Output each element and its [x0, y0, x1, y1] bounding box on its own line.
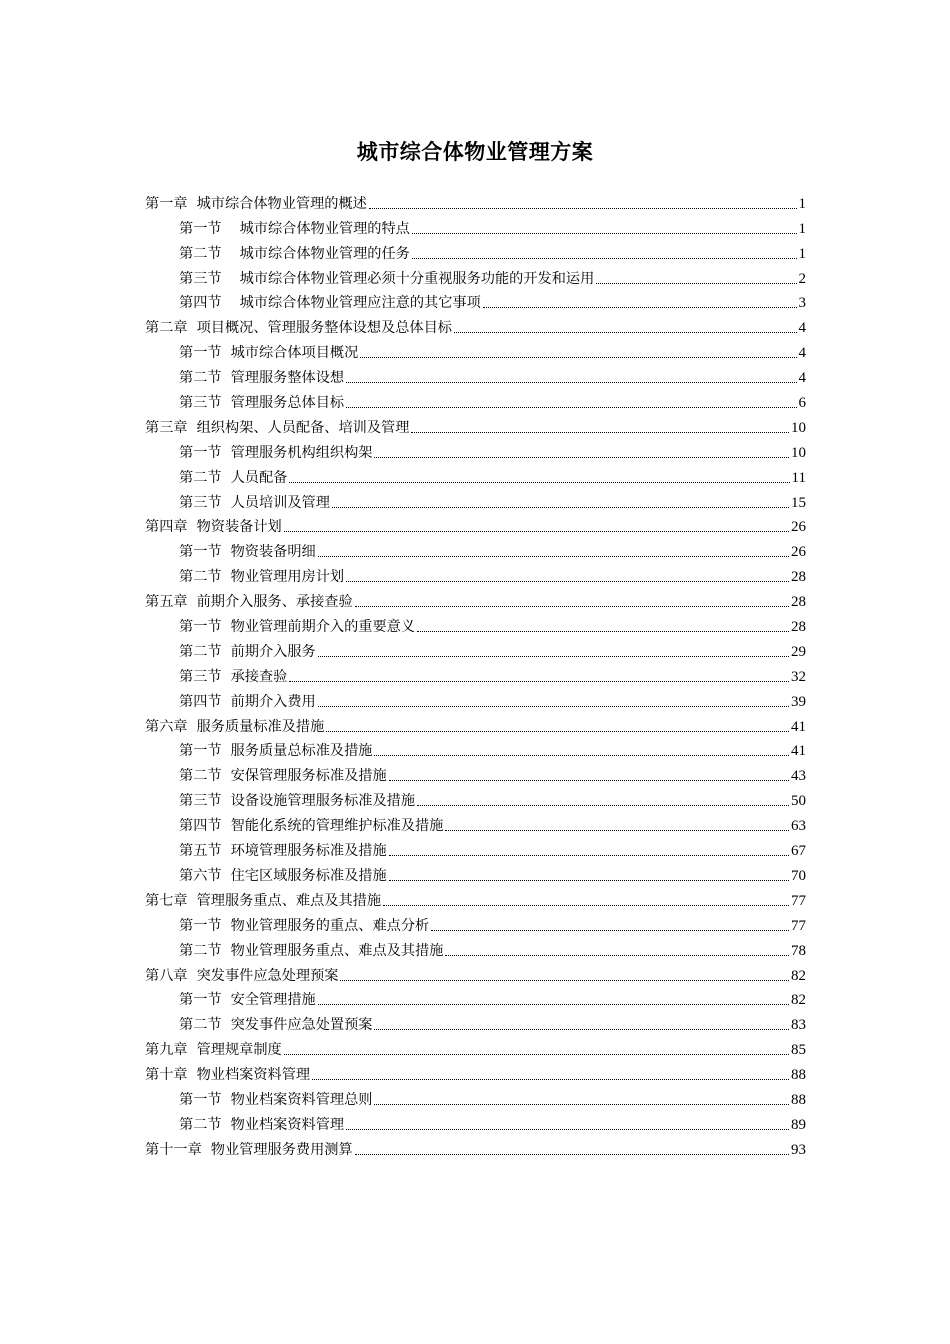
toc-section-entry[interactable]	[145, 462, 806, 487]
toc-page-number: 1	[798, 245, 806, 262]
toc-chapter-entry[interactable]	[145, 711, 806, 736]
toc-dot-leader	[374, 1029, 789, 1030]
toc-section-entry[interactable]	[145, 910, 806, 935]
toc-entry-label: 第二节 物业管理服务重点、难点及其措施	[179, 942, 444, 959]
toc-entry-label: 第五章 前期介入服务、承接查验	[145, 594, 353, 611]
toc-dot-leader	[346, 382, 796, 383]
toc-entry-label: 第三节 承接查验	[179, 668, 288, 685]
toc-section-entry[interactable]	[145, 1009, 806, 1034]
toc-section-entry[interactable]	[145, 810, 806, 835]
toc-page-number: 32	[791, 668, 806, 685]
toc-dot-leader	[389, 880, 789, 881]
toc-entry-label: 第三节 城市综合体物业管理必须十分重视服务功能的开发和运用	[179, 270, 595, 287]
toc-page-number: 10	[791, 419, 806, 436]
toc-dot-leader	[312, 1079, 789, 1080]
toc-dot-leader	[289, 482, 789, 483]
toc-entry-label: 第九章 管理规章制度	[145, 1042, 282, 1059]
toc-section-entry[interactable]	[145, 487, 806, 512]
toc-page-number: 89	[791, 1116, 806, 1133]
toc-dot-leader	[289, 681, 789, 682]
toc-page-number: 77	[791, 892, 806, 909]
toc-section-entry[interactable]	[145, 561, 806, 586]
toc-dot-leader	[284, 531, 789, 532]
toc-entry-label: 第一节 管理服务机构组织构架	[179, 444, 373, 461]
toc-page-number: 3	[798, 295, 806, 312]
toc-page-number: 1	[798, 220, 806, 237]
toc-dot-leader	[411, 432, 789, 433]
toc-entry-label: 第六节 住宅区域服务标准及措施	[179, 867, 387, 884]
toc-dot-leader	[454, 332, 797, 333]
toc-entry-label: 第二节 人员配备	[179, 469, 288, 486]
toc-entry-label: 第一节 物业档案资料管理总则	[179, 1091, 373, 1108]
toc-section-entry[interactable]	[145, 860, 806, 885]
toc-page-number: 1	[798, 195, 806, 212]
toc-dot-leader	[355, 606, 789, 607]
toc-page-number: 41	[791, 718, 806, 735]
toc-dot-leader	[431, 930, 789, 931]
toc-dot-leader	[417, 805, 789, 806]
toc-dot-leader	[417, 631, 789, 632]
toc-dot-leader	[326, 731, 789, 732]
toc-page-number: 70	[791, 867, 806, 884]
toc-dot-leader	[369, 208, 797, 209]
toc-section-entry[interactable]	[145, 935, 806, 960]
toc-chapter-entry[interactable]	[145, 960, 806, 985]
toc-entry-label: 第三节 管理服务总体目标	[179, 395, 345, 412]
toc-section-entry[interactable]	[145, 661, 806, 686]
toc-section-entry[interactable]	[145, 213, 806, 238]
toc-dot-leader	[445, 830, 789, 831]
toc-dot-leader	[346, 581, 789, 582]
toc-dot-leader	[340, 980, 789, 981]
toc-dot-leader	[383, 905, 789, 906]
toc-page-number: 39	[791, 693, 806, 710]
toc-dot-leader	[346, 407, 796, 408]
toc-entry-label: 第四节 城市综合体物业管理应注意的其它事项	[179, 295, 481, 312]
toc-section-entry[interactable]	[145, 337, 806, 362]
toc-dot-leader	[389, 780, 789, 781]
toc-dot-leader	[596, 283, 796, 284]
toc-chapter-entry[interactable]	[145, 1034, 806, 1059]
toc-page-number: 78	[791, 942, 806, 959]
toc-page-number: 26	[791, 544, 806, 561]
toc-page-number: 6	[798, 395, 806, 412]
toc-dot-leader	[483, 307, 797, 308]
toc-page-number: 10	[791, 444, 806, 461]
toc-page-number: 4	[798, 320, 806, 337]
toc-entry-label: 第一节 安全管理措施	[179, 992, 316, 1009]
toc-page-number: 85	[791, 1042, 806, 1059]
toc-entry-label: 第一章 城市综合体物业管理的概述	[145, 195, 367, 212]
toc-entry-label: 第四节 智能化系统的管理维护标准及措施	[179, 818, 444, 835]
toc-page-number: 28	[791, 619, 806, 636]
toc-page-number: 15	[791, 494, 806, 511]
toc-dot-leader	[355, 1154, 789, 1155]
toc-entry-label: 第二章 项目概况、管理服务整体设想及总体目标	[145, 320, 452, 337]
toc-entry-label: 第一节 物资装备明细	[179, 544, 316, 561]
toc-page-number: 67	[791, 843, 806, 860]
toc-section-entry[interactable]	[145, 536, 806, 561]
toc-chapter-entry[interactable]	[145, 1134, 806, 1159]
toc-section-entry[interactable]	[145, 437, 806, 462]
toc-page-number: 4	[798, 370, 806, 387]
toc-section-entry[interactable]	[145, 1109, 806, 1134]
toc-entry-label: 第十章 物业档案资料管理	[145, 1067, 311, 1084]
toc-section-entry[interactable]	[145, 636, 806, 661]
toc-page-number: 88	[791, 1091, 806, 1108]
toc-page-number: 50	[791, 793, 806, 810]
toc-page-number: 82	[791, 967, 806, 984]
toc-page-number: 88	[791, 1067, 806, 1084]
toc-entry-label: 第二节 管理服务整体设想	[179, 370, 345, 387]
toc-chapter-entry[interactable]	[145, 1059, 806, 1084]
toc-page-number: 26	[791, 519, 806, 536]
toc-section-entry[interactable]	[145, 611, 806, 636]
toc-section-entry[interactable]	[145, 288, 806, 313]
toc-dot-leader	[360, 357, 796, 358]
toc-page-number: 4	[798, 345, 806, 362]
toc-dot-leader	[346, 1129, 789, 1130]
toc-page-number: 83	[791, 1017, 806, 1034]
toc-chapter-entry[interactable]	[145, 512, 806, 537]
toc-entry-label: 第五节 环境管理服务标准及措施	[179, 843, 387, 860]
toc-entry-label: 第二节 安保管理服务标准及措施	[179, 768, 387, 785]
toc-page-number: 93	[791, 1141, 806, 1158]
toc-entry-label: 第一节 物业管理前期介入的重要意义	[179, 619, 416, 636]
toc-page-number: 63	[791, 818, 806, 835]
toc-chapter-entry[interactable]	[145, 312, 806, 337]
toc-chapter-entry[interactable]	[145, 412, 806, 437]
toc-page-number: 11	[791, 469, 806, 486]
toc-dot-leader	[374, 1104, 789, 1105]
toc-entry-label: 第三节 设备设施管理服务标准及措施	[179, 793, 416, 810]
toc-section-entry[interactable]	[145, 362, 806, 387]
toc-section-entry[interactable]	[145, 760, 806, 785]
toc-entry-label: 第一节 城市综合体项目概况	[179, 345, 359, 362]
toc-page-number: 2	[798, 270, 806, 287]
toc-entry-label: 第四章 物资装备计划	[145, 519, 282, 536]
toc-dot-leader	[412, 233, 797, 234]
toc-entry-label: 第二节 突发事件应急处置预案	[179, 1017, 373, 1034]
toc-entry-label: 第三章 组织构架、人员配备、培训及管理	[145, 419, 410, 436]
toc-section-entry[interactable]	[145, 985, 806, 1010]
toc-chapter-entry[interactable]	[145, 188, 806, 213]
toc-page-number: 41	[791, 743, 806, 760]
toc-dot-leader	[332, 507, 789, 508]
toc-dot-leader	[318, 706, 789, 707]
toc-page-number: 43	[791, 768, 806, 785]
toc-chapter-entry[interactable]	[145, 885, 806, 910]
toc-section-entry[interactable]	[145, 263, 806, 288]
toc-entry-label: 第三节 人员培训及管理	[179, 494, 330, 511]
toc-dot-leader	[374, 755, 789, 756]
document-title: 城市综合体物业管理方案	[356, 140, 594, 164]
toc-dot-leader	[318, 656, 789, 657]
toc-section-entry[interactable]	[145, 238, 806, 263]
toc-page-number: 28	[791, 569, 806, 586]
toc-dot-leader	[318, 556, 789, 557]
toc-dot-leader	[318, 1004, 789, 1005]
toc-dot-leader	[445, 955, 789, 956]
toc-entry-label: 第二节 前期介入服务	[179, 643, 316, 660]
toc-section-entry[interactable]	[145, 387, 806, 412]
toc-entry-label: 第二节 物业档案资料管理	[179, 1116, 345, 1133]
toc-entry-label: 第六章 服务质量标准及措施	[145, 718, 325, 735]
toc-page-number: 29	[791, 643, 806, 660]
toc-entry-label: 第二节 物业管理用房计划	[179, 569, 345, 586]
toc-entry-label: 第四节 前期介入费用	[179, 693, 316, 710]
toc-section-entry[interactable]	[145, 785, 806, 810]
toc-dot-leader	[412, 258, 797, 259]
toc-entry-label: 第二节 城市综合体物业管理的任务	[179, 245, 410, 262]
toc-section-entry[interactable]	[145, 1084, 806, 1109]
toc-entry-label: 第一节 物业管理服务的重点、难点分析	[179, 917, 430, 934]
toc-entry-label: 第七章 管理服务重点、难点及其措施	[145, 892, 382, 909]
toc-entry-label: 第十一章 物业管理服务费用测算	[145, 1141, 353, 1158]
toc-section-entry[interactable]	[145, 736, 806, 761]
toc-section-entry[interactable]	[145, 835, 806, 860]
toc-page-number: 82	[791, 992, 806, 1009]
toc-section-entry[interactable]	[145, 686, 806, 711]
toc-page-number: 28	[791, 594, 806, 611]
toc-chapter-entry[interactable]	[145, 586, 806, 611]
toc-entry-label: 第一节 服务质量总标准及措施	[179, 743, 373, 760]
toc-dot-leader	[374, 457, 789, 458]
table-of-contents	[145, 188, 806, 1159]
toc-dot-leader	[284, 1054, 789, 1055]
toc-entry-label: 第八章 突发事件应急处理预案	[145, 967, 339, 984]
toc-entry-label: 第一节 城市综合体物业管理的特点	[179, 220, 410, 237]
toc-dot-leader	[389, 855, 789, 856]
toc-page-number: 77	[791, 917, 806, 934]
